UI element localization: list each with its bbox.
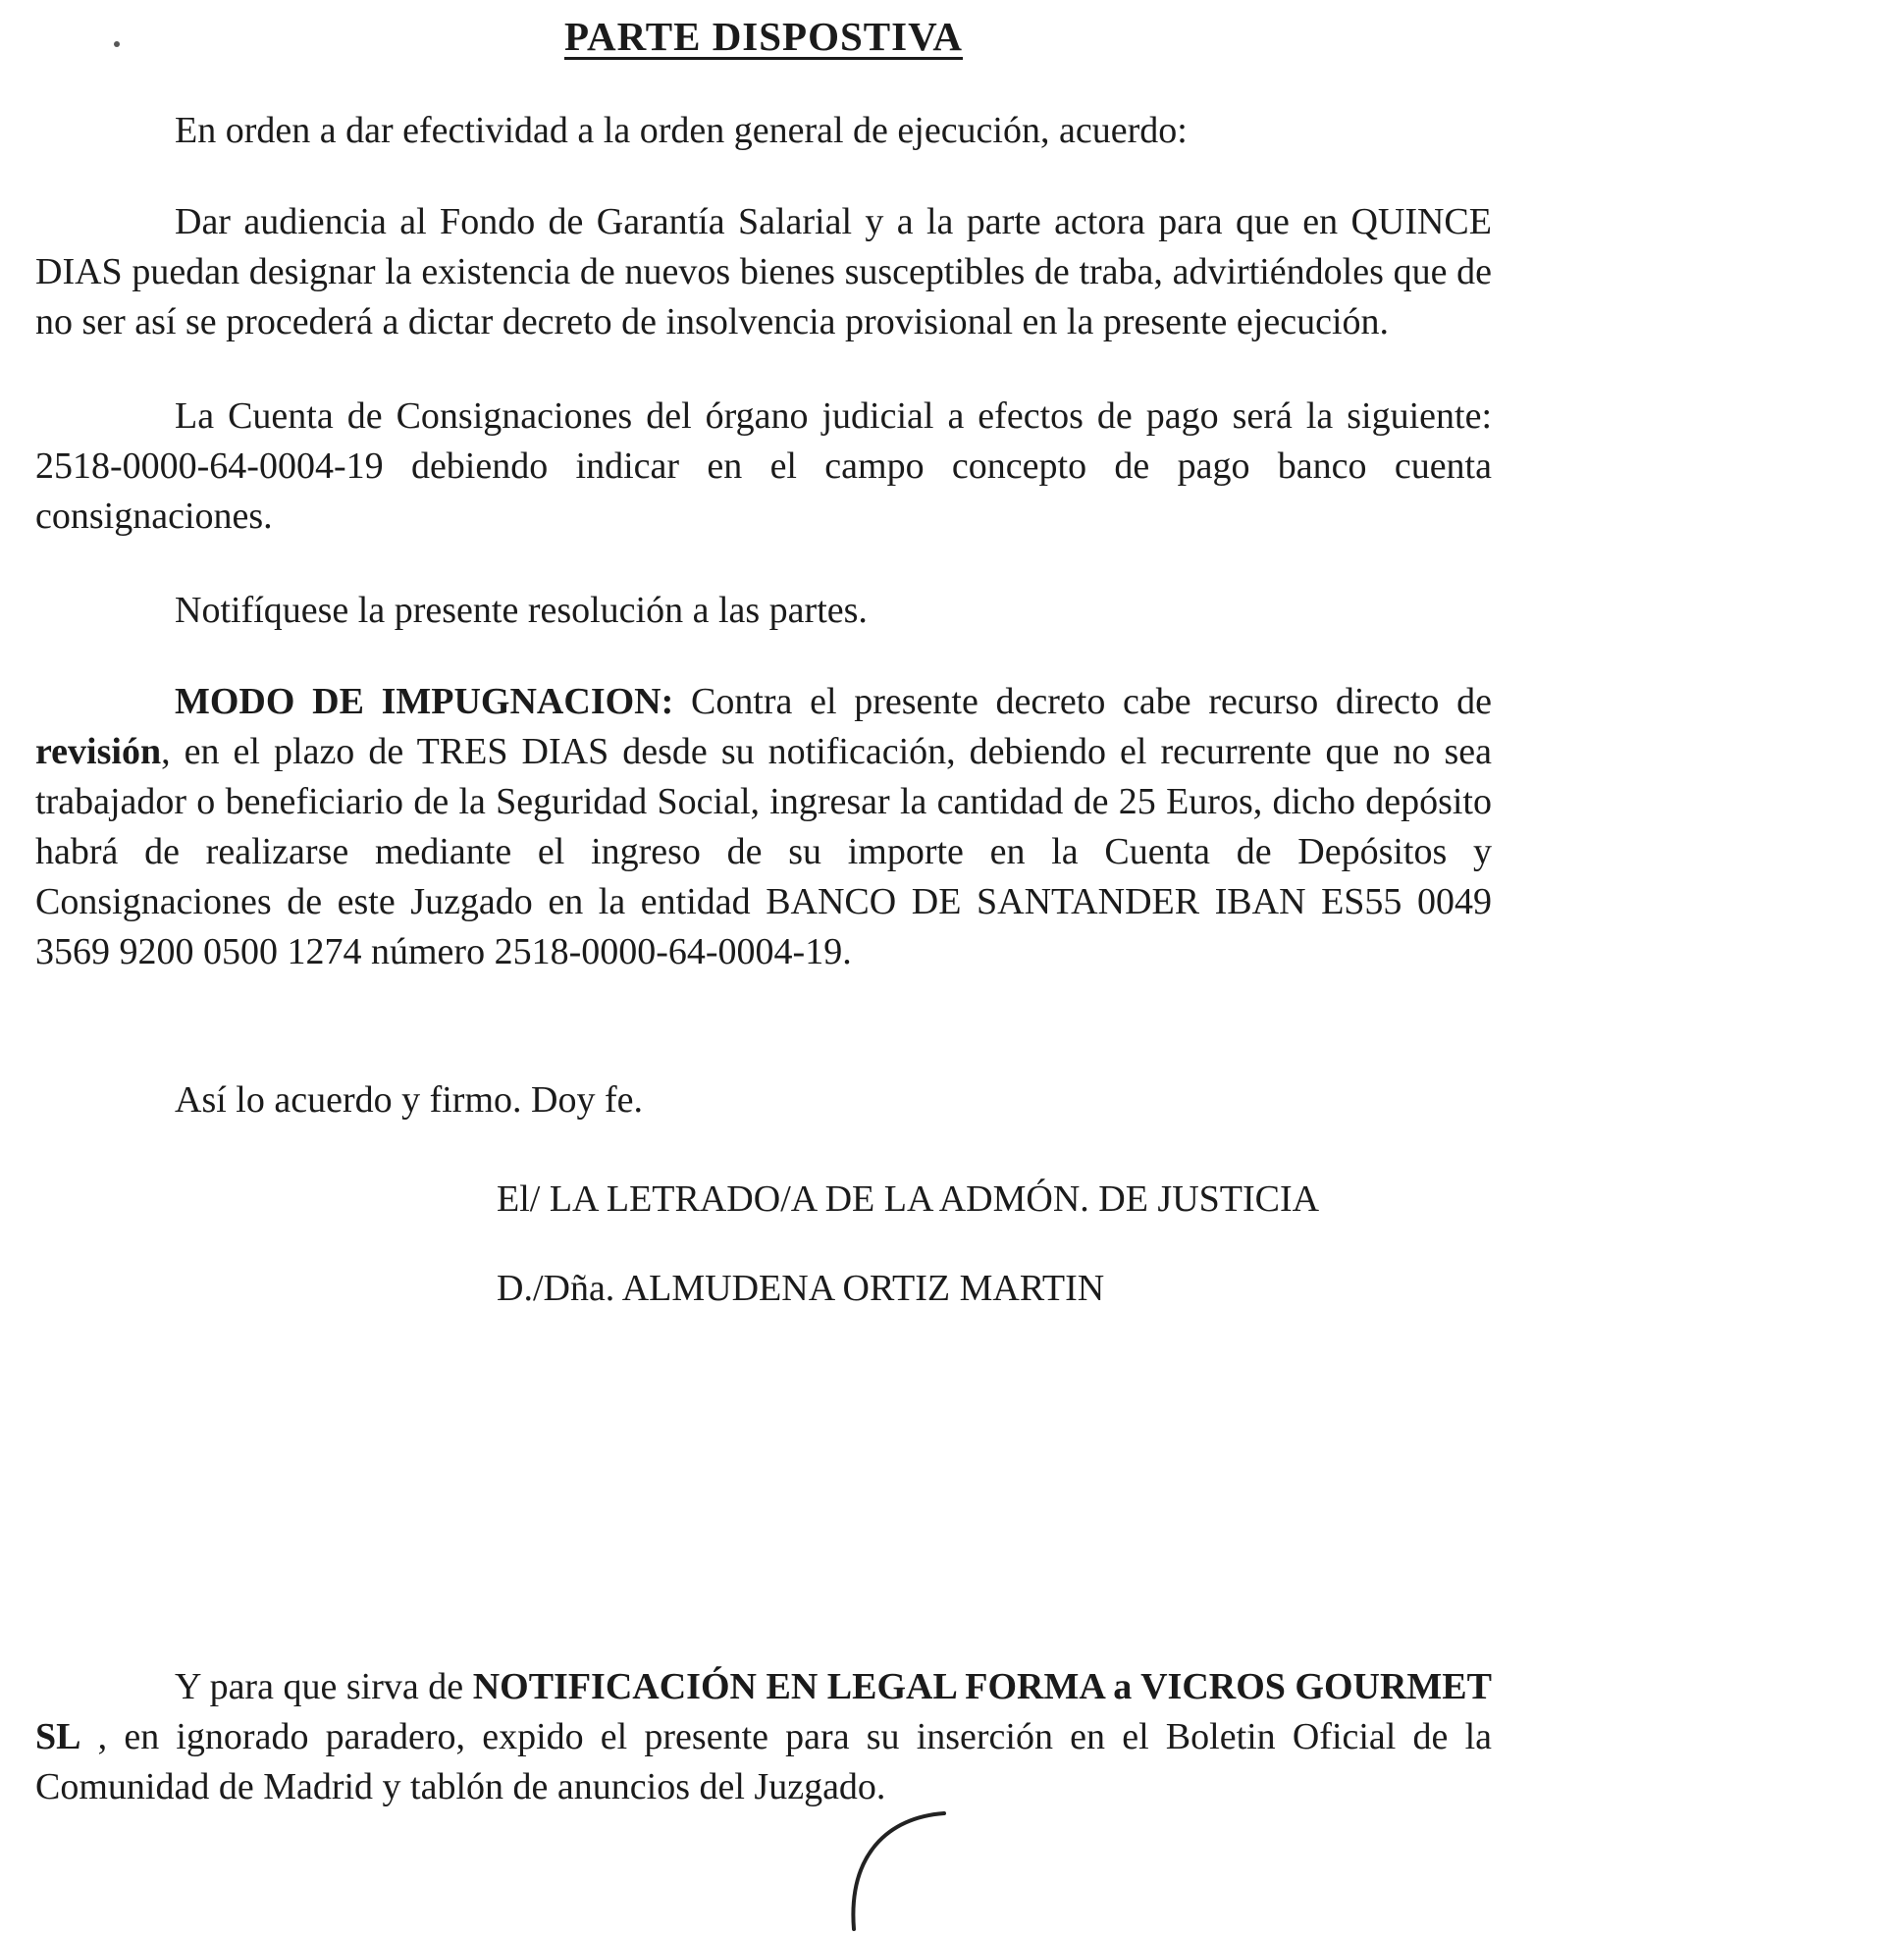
paragraph-audiencia: Dar audiencia al Fondo de Garantía Salarial y a la parte actora para que en QUINCE DIAS puedan designar la existencia de nuevos bienes susceptibles de traba, advirtiéndoles que de no ser así se procederá a dictar decreto de insolvencia provisional en la presente ejecución. bbox=[35, 201, 1492, 342]
paragraph-nombre: D./Dña. ALMUDENA ORTIZ MARTIN bbox=[497, 1268, 1105, 1309]
paragraph-intro: En orden a dar efectividad a la orden general de ejecución, acuerdo: bbox=[175, 110, 1188, 151]
notificacion-tail: , en ignorado paradero, expido el presente para su inserción en el Boletin Oficial de la Comunidad de Madrid y tablón de anuncios del Juzgado. bbox=[35, 1716, 1492, 1807]
signature-stroke bbox=[834, 1807, 962, 1935]
paragraph-impugnacion bbox=[35, 677, 1492, 977]
paragraph-letrado: El/ LA LETRADO/A DE LA ADMÓN. DE JUSTICIA bbox=[497, 1178, 1320, 1220]
impugnacion-bold-revision: revisión bbox=[35, 731, 162, 772]
paragraph-notificacion bbox=[35, 1662, 1492, 1812]
scan-artifact-dot bbox=[114, 41, 120, 47]
document-title: PARTE DISPOSTIVA bbox=[563, 14, 964, 59]
paragraph-cuenta: La Cuenta de Consignaciones del órgano judicial a efectos de pago será la siguiente: 2518-0000-64-0004-19 debiendo indicar en el campo concepto de pago banco cuenta consignaciones. bbox=[35, 395, 1492, 537]
notificacion-bold: NOTIFICACIÓN EN LEGAL FORMA a VICROS GOURMET SL bbox=[35, 1666, 1492, 1757]
impugnacion-label: MODO DE IMPUGNACION: bbox=[175, 681, 674, 722]
paragraph-notifiquese: Notifíquese la presente resolución a las partes. bbox=[175, 590, 868, 631]
impugnacion-body-end: , en el plazo de TRES DIAS desde su notificación, debiendo el recurrente que no sea trabajador o beneficiario de la Seguridad Social, ingresar la cantidad de 25 Euros, dicho depósito habrá de realizarse mediante el ingreso de su importe en la Cuenta de Depósitos y Consignaciones de este Juzgado en la entidad BANCO DE SANTANDER IBAN ES55 0049 3569 9200 0500 1274 número 2518-0000-64-0004-19. bbox=[35, 731, 1492, 972]
impugnacion-body-start: Contra el presente decreto cabe recurso directo de bbox=[673, 681, 1492, 722]
notificacion-lead: Y para que sirva de bbox=[175, 1666, 473, 1707]
paragraph-acuerdo: Así lo acuerdo y firmo. Doy fe. bbox=[175, 1079, 643, 1121]
